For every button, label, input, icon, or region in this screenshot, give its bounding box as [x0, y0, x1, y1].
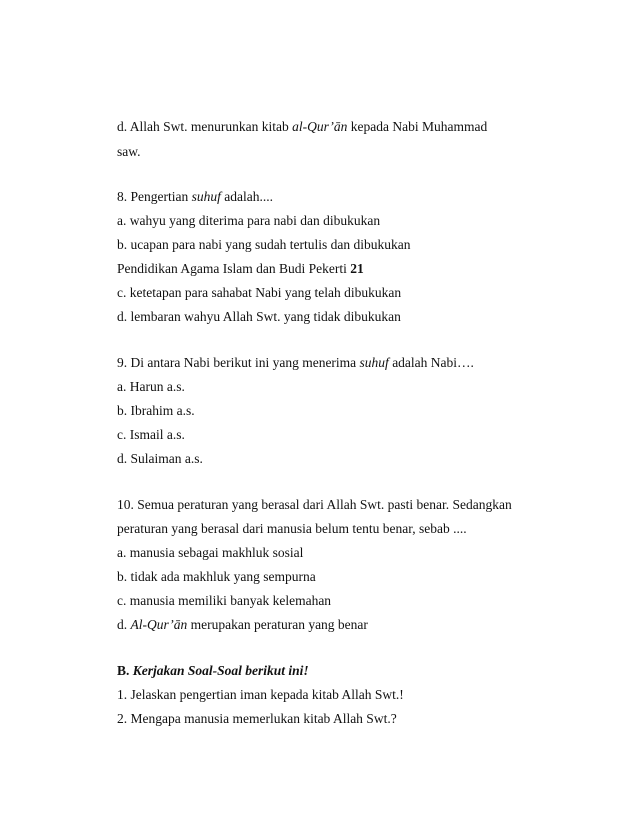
q9-option-d: d. Sulaiman a.s. [117, 451, 203, 466]
q10-option-c: c. manusia memiliki banyak kelemahan [117, 593, 332, 608]
q8-question: 8. Pengertian suhuf adalah.... [117, 189, 273, 204]
q7-option-d: d. Allah Swt. menurunkan kitab al-Qur’ān kepada Nabi Muhammad [117, 119, 488, 134]
q7-option-d-continued: saw. [117, 144, 141, 159]
q8-option-d: d. lembaran wahyu Allah Swt. yang tidak dibukukan [117, 309, 401, 324]
q9-question: 9. Di antara Nabi berikut ini yang menerima suhuf adalah Nabi…. [117, 355, 474, 370]
quran-term: al-Qur’ān [292, 119, 348, 134]
q10-question-line2: peraturan yang berasal dari manusia belum tentu benar, sebab .... [117, 521, 467, 536]
q9-option-c: c. Ismail a.s. [117, 427, 185, 442]
q8-option-c: c. ketetapan para sahabat Nabi yang telah dibukukan [117, 285, 402, 300]
q8-option-a: a. wahyu yang diterima para nabi dan dibukukan [117, 213, 381, 228]
q10-option-b: b. tidak ada makhluk yang sempurna [117, 569, 316, 584]
quran-term: Al-Qur’ān [130, 617, 188, 632]
essay-question-2: 2. Mengapa manusia memerlukan kitab Allah Swt.? [117, 711, 397, 726]
section-b-heading: B. Kerjakan Soal-Soal berikut ini! [117, 663, 309, 678]
q10-option-a: a. manusia sebagai makhluk sosial [117, 545, 304, 560]
page-footer: Pendidikan Agama Islam dan Budi Pekerti 21 [117, 261, 364, 276]
q10-question-line1: 10. Semua peraturan yang berasal dari Allah Swt. pasti benar. Sedangkan [117, 497, 512, 512]
q8-option-b: b. ucapan para nabi yang sudah tertulis dan dibukukan [117, 237, 411, 252]
suhuf-term: suhuf [359, 355, 389, 370]
suhuf-term: suhuf [191, 189, 221, 204]
essay-question-1: 1. Jelaskan pengertian iman kepada kitab Allah Swt.! [117, 687, 404, 702]
page-number: 21 [350, 261, 364, 276]
q10-option-d: d. Al-Qur’ān merupakan peraturan yang benar [117, 617, 368, 632]
q9-option-b: b. Ibrahim a.s. [117, 403, 195, 418]
q9-option-a: a. Harun a.s. [117, 379, 185, 394]
